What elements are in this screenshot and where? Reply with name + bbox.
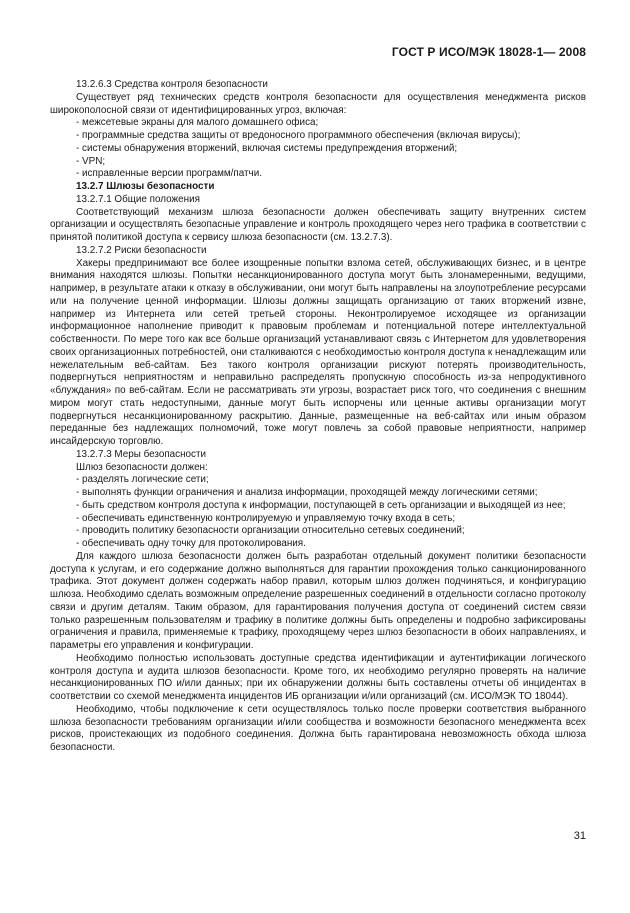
section-heading: 13.2.7 Шлюзы безопасности (76, 181, 215, 192)
list-item: - обеспечивать единственную контролируемую и управляемую точку входа в сеть; (76, 512, 456, 524)
list-item: - быть средством контроля доступа к информации, поступающей в сеть организации и выходящей из нее; (76, 499, 566, 511)
list-item: - исправленные версии программ/патчи. (76, 168, 262, 180)
list-item: - обеспечивать одну точку для протоколирования. (76, 538, 306, 549)
paragraph: Необходимо, чтобы подключение к сети осуществлялось только после проверки соответствия выбранного шлюза безопасности требованиям организации и/или сообщества и возможности безопасного менеджмента всех рисков, проистекающих из подобного соединения. Должна быть гарантирована невозможность обхода шлюза безопасности. (50, 703, 586, 753)
list-item: - выполнять функции ограничения и анализа информации, проходящей между логическими сетями; (76, 487, 538, 498)
paragraph: Хакеры предпринимают все более изощренные попытки взлома сетей, обслуживающих бизнес, и в центре внимания находятся шлюзы. Попытки несанкционированного доступа могут быть злонамеренными, ведущими, например, в результате атаки к отказу в обслуживании, они могут быть направлены на злоупотребление ресурсами или на получение ценной информации. Шлюзы должны защищать организацию от таких вторжений извне, например из Интернета или сетей третьей стороны. Неконтролируемое исходящее из организации информационное наполнение приводит к правовым проблемам и потенциальной потере интеллектуальной собственности. По мере того как все больше организаций устанавливают связь с Интернетом для удовлетворения своих организационных потребностей, они сталкиваются с необходимостью контроля доступа к ненадлежащим или нежелательным веб-сайтам. Без такого контроля организации рискуют потерять производительность, подвергнуться неприятностям и неправильно распределять пропускную способность из-за непродуктивного «блуждания» по веб-сайтам. Если не рассматривать эти угрозы, возрастает риск того, что соединения с внешним миром могут стать недоступными, данные могут быть испорчены или ценные активы организации могут подвергнуться несанкционированному раскрытию. Данные, размещенные на веб-сайтах или иным образом переданные без надлежащих полномочий, тоже могут повлечь за собой правовые неприятности, например инсайдерскую торговлю. (50, 257, 586, 447)
list-item: - разделять логические сети; (76, 474, 209, 486)
paragraph: Существует ряд технических средств контроля безопасности для осуществления менеджмента рисков широкополосной связи от идентифицированных угроз, включая: (50, 91, 586, 116)
paragraph: Для каждого шлюза безопасности должен быть разработан отдельный документ политики безопасности доступа к услугам, и его содержание должно выполняться для гарантии прохождения только санкционированного трафика. Этот документ должен содержать набор правил, которым шлюз должен подчиняться, и конфигурацию шлюза. Необходимо сделать возможным определение разрешенных соединений в отдельности согласно протоколу связи и другим деталям. Таким образом, для гарантирования получения доступа от соединений систем связи только разрешенным пользователям и трафику в политике должны быть определены и подробно зафиксированы ограничения и правила, применяемые к трафику, проходящему через шлюз безопасности в обоих направлениях, и параметры его управления и конфигурации. (50, 550, 586, 651)
list-item: - проводить политику безопасности организации относительно сетевых соединений; (76, 525, 465, 537)
subsection-heading: 13.2.7.3 Меры безопасности (76, 448, 207, 460)
document-header: ГОСТ Р ИСО/МЭК 18028-1— 2008 (391, 45, 586, 59)
list-item: - VPN; (76, 155, 106, 167)
paragraph: Необходимо полностью использовать доступные средства идентификации и аутентификации логического контроля доступа и аудита шлюзов безопасности. Кроме того, их необходимо регулярно проверять на наличие несанкционированных ПО и/или данных; при их обнаружении должны быть составлены отчеты об инцидентах в соответствии со схемой менеджмента инцидентов ИБ организации и/или организаций (см. ИСО/МЭК ТО 18044). (50, 652, 586, 702)
subsection-heading: 13.2.7.1 Общие положения (76, 193, 200, 205)
subsection-heading: 13.2.6.3 Средства контроля безопасности (76, 79, 268, 90)
subsection-heading: 13.2.7.2 Риски безопасности (76, 244, 207, 256)
page-number: 31 (573, 830, 586, 842)
list-item: - программные средства защиты от вредоносного программного обеспечения (включая вирусы); (76, 130, 521, 141)
paragraph: Шлюз безопасности должен: (76, 461, 208, 473)
list-item: - межсетевые экраны для малого домашнего офиса; (76, 117, 319, 129)
document-body (50, 79, 586, 755)
paragraph: Соответствующий механизм шлюза безопасности должен обеспечивать защиту внутренних систем организации и осуществлять безопасные управление и контроль проходящего через него трафика в соответствии с принятой политикой доступа к сервису шлюза безопасности (см. 13.2.7.3). (50, 206, 586, 243)
list-item: - системы обнаружения вторжений, включая системы предупреждения вторжений; (76, 142, 458, 154)
